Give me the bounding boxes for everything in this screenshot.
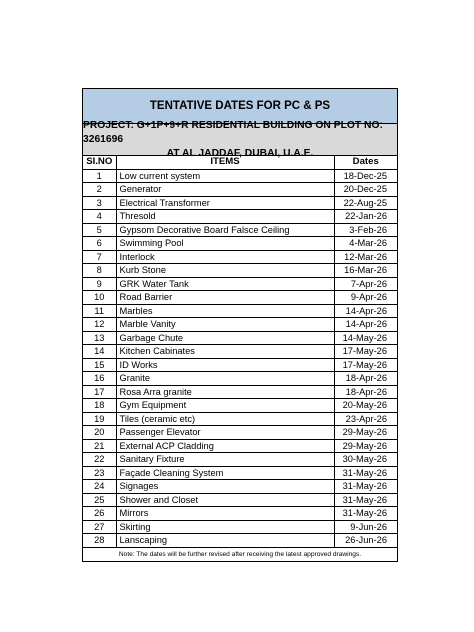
row-item: Lanscaping bbox=[116, 534, 334, 547]
row-item: External ACP Cladding bbox=[116, 439, 334, 453]
table-row bbox=[83, 331, 397, 345]
table-row bbox=[83, 358, 397, 372]
schedule-sheet bbox=[82, 88, 398, 562]
table-row bbox=[83, 453, 397, 467]
table-row bbox=[83, 237, 397, 251]
row-item: Thresold bbox=[116, 210, 334, 224]
row-item: Electrical Transformer bbox=[116, 196, 334, 210]
row-number: 1 bbox=[83, 169, 116, 183]
row-item: Kurb Stone bbox=[116, 264, 334, 278]
row-number: 15 bbox=[83, 358, 116, 372]
table-row bbox=[83, 426, 397, 440]
row-number: 5 bbox=[83, 223, 116, 237]
row-item: Granite bbox=[116, 372, 334, 386]
revision-note: Note: The dates will be further revised after receiving the latest approved drawings. bbox=[83, 547, 397, 561]
row-item: Gypsom Decorative Board Falsce Ceiling bbox=[116, 223, 334, 237]
table-row bbox=[83, 520, 397, 534]
row-number: 20 bbox=[83, 426, 116, 440]
row-number: 19 bbox=[83, 412, 116, 426]
row-item: Tiles (ceramic etc) bbox=[116, 412, 334, 426]
row-item: Gym Equipment bbox=[116, 399, 334, 413]
row-number: 27 bbox=[83, 520, 116, 534]
row-number: 25 bbox=[83, 493, 116, 507]
row-number: 3 bbox=[83, 196, 116, 210]
table-row bbox=[83, 196, 397, 210]
table-body bbox=[83, 169, 397, 547]
row-date: 26-Jun-26 bbox=[334, 534, 397, 547]
row-date: 20-Dec-25 bbox=[334, 183, 397, 197]
row-number: 17 bbox=[83, 385, 116, 399]
table-row bbox=[83, 169, 397, 183]
row-item: Shower and Closet bbox=[116, 493, 334, 507]
table-row bbox=[83, 183, 397, 197]
table-row bbox=[83, 210, 397, 224]
row-item: Façade Cleaning System bbox=[116, 466, 334, 480]
row-number: 12 bbox=[83, 318, 116, 332]
table-row bbox=[83, 385, 397, 399]
row-date: 18-Apr-26 bbox=[334, 385, 397, 399]
table-row bbox=[83, 439, 397, 453]
row-item: Generator bbox=[116, 183, 334, 197]
row-date: 14-May-26 bbox=[334, 331, 397, 345]
row-date: 12-Mar-26 bbox=[334, 250, 397, 264]
row-item: Rosa Arra granite bbox=[116, 385, 334, 399]
row-item: Road Barrier bbox=[116, 291, 334, 305]
row-item: Swimming Pool bbox=[116, 237, 334, 251]
row-number: 10 bbox=[83, 291, 116, 305]
table-row bbox=[83, 277, 397, 291]
document-title: TENTATIVE DATES FOR PC & PS bbox=[83, 89, 397, 124]
project-line-2: AT AL JADDAF, DUBAI, U.A.E. bbox=[166, 147, 314, 159]
table-row bbox=[83, 291, 397, 305]
table-row bbox=[83, 507, 397, 521]
project-header bbox=[83, 119, 397, 159]
header-dates: Dates bbox=[334, 156, 397, 169]
row-date: 18-Apr-26 bbox=[334, 372, 397, 386]
table-row bbox=[83, 480, 397, 494]
row-date: 4-Mar-26 bbox=[334, 237, 397, 251]
row-number: 23 bbox=[83, 466, 116, 480]
project-line-1: PROJECT: G+1P+9+R RESIDENTIAL BUILDING ON PLOT NO: 3261696 bbox=[83, 119, 383, 145]
row-date: 31-May-26 bbox=[334, 466, 397, 480]
row-number: 13 bbox=[83, 331, 116, 345]
row-item: Skirting bbox=[116, 520, 334, 534]
row-item: Garbage Chute bbox=[116, 331, 334, 345]
row-item: Marble Vanity bbox=[116, 318, 334, 332]
row-date: 23-Apr-26 bbox=[334, 412, 397, 426]
row-date: 17-May-26 bbox=[334, 345, 397, 359]
row-number: 16 bbox=[83, 372, 116, 386]
table-row bbox=[83, 345, 397, 359]
header-items: ITEMS bbox=[116, 156, 334, 169]
row-item: Kitchen Cabinates bbox=[116, 345, 334, 359]
table-row bbox=[83, 318, 397, 332]
row-number: 14 bbox=[83, 345, 116, 359]
table-row bbox=[83, 534, 397, 547]
row-item: Passenger Elevator bbox=[116, 426, 334, 440]
table-row bbox=[83, 250, 397, 264]
row-number: 8 bbox=[83, 264, 116, 278]
table-row bbox=[83, 493, 397, 507]
row-date: 30-May-26 bbox=[334, 453, 397, 467]
row-number: 9 bbox=[83, 277, 116, 291]
row-date: 22-Aug-25 bbox=[334, 196, 397, 210]
row-date: 17-May-26 bbox=[334, 358, 397, 372]
table-row bbox=[83, 304, 397, 318]
header-si-no: SI.NO bbox=[83, 156, 116, 169]
row-date: 16-Mar-26 bbox=[334, 264, 397, 278]
row-number: 4 bbox=[83, 210, 116, 224]
row-number: 28 bbox=[83, 534, 116, 547]
row-item: Marbles bbox=[116, 304, 334, 318]
row-number: 7 bbox=[83, 250, 116, 264]
row-item: Signages bbox=[116, 480, 334, 494]
table-row bbox=[83, 399, 397, 413]
row-date: 31-May-26 bbox=[334, 493, 397, 507]
row-number: 18 bbox=[83, 399, 116, 413]
table-row bbox=[83, 466, 397, 480]
row-item: Low current system bbox=[116, 169, 334, 183]
table-row bbox=[83, 264, 397, 278]
row-date: 7-Apr-26 bbox=[334, 277, 397, 291]
row-item: Sanitary Fixture bbox=[116, 453, 334, 467]
row-item: Interlock bbox=[116, 250, 334, 264]
row-date: 9-Apr-26 bbox=[334, 291, 397, 305]
table-row bbox=[83, 412, 397, 426]
row-date: 29-May-26 bbox=[334, 426, 397, 440]
table-row bbox=[83, 372, 397, 386]
row-date: 31-May-26 bbox=[334, 480, 397, 494]
row-number: 21 bbox=[83, 439, 116, 453]
row-date: 3-Feb-26 bbox=[334, 223, 397, 237]
row-date: 29-May-26 bbox=[334, 439, 397, 453]
row-date: 20-May-26 bbox=[334, 399, 397, 413]
row-item: GRK Water Tank bbox=[116, 277, 334, 291]
row-date: 14-Apr-26 bbox=[334, 304, 397, 318]
row-item: ID Works bbox=[116, 358, 334, 372]
row-number: 24 bbox=[83, 480, 116, 494]
row-number: 11 bbox=[83, 304, 116, 318]
row-number: 6 bbox=[83, 237, 116, 251]
row-date: 14-Apr-26 bbox=[334, 318, 397, 332]
schedule-table bbox=[83, 156, 397, 547]
table-row bbox=[83, 223, 397, 237]
row-date: 18-Dec-25 bbox=[334, 169, 397, 183]
row-number: 2 bbox=[83, 183, 116, 197]
row-date: 9-Jun-26 bbox=[334, 520, 397, 534]
row-date: 31-May-26 bbox=[334, 507, 397, 521]
row-number: 22 bbox=[83, 453, 116, 467]
row-number: 26 bbox=[83, 507, 116, 521]
row-item: Mirrors bbox=[116, 507, 334, 521]
row-date: 22-Jan-26 bbox=[334, 210, 397, 224]
